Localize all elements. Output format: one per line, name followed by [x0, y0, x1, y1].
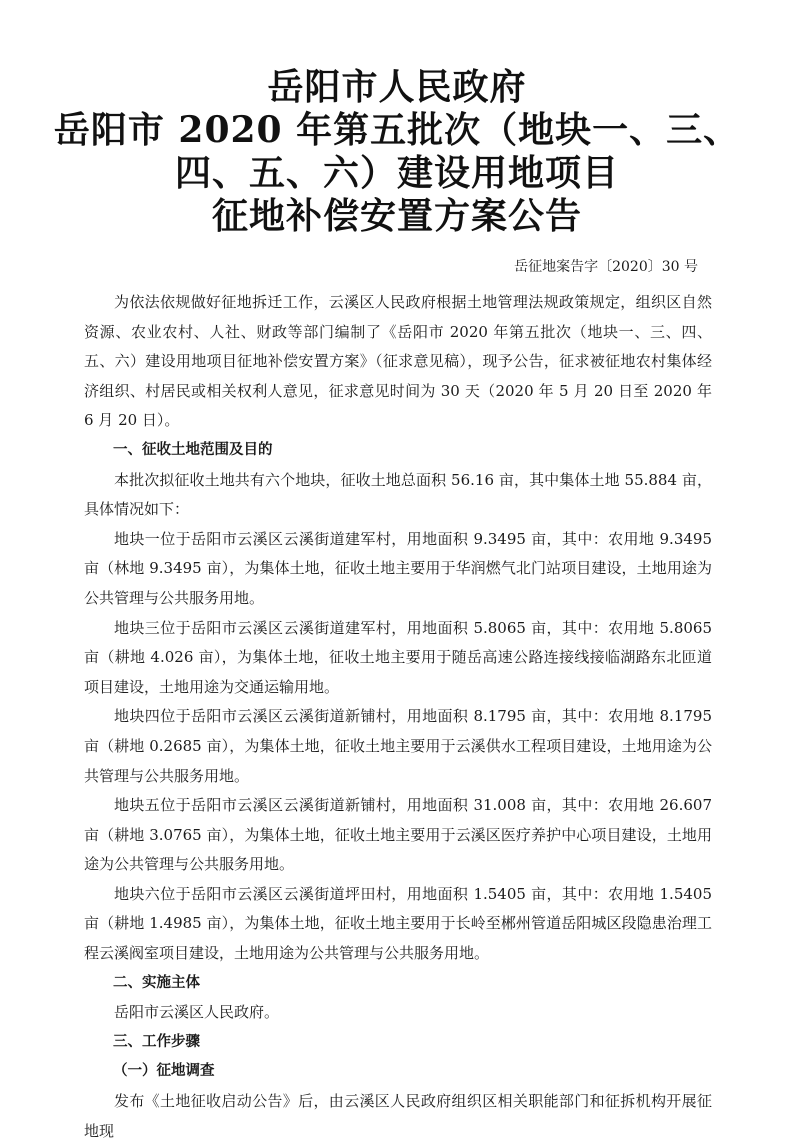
body-paragraph: 地块四位于岳阳市云溪区云溪街道新铺村，用地面积 8.1795 亩，其中：农用地 8.1795 亩（耕地 0.2685 亩），为集体土地，征收土地主要用于云溪供水工程项目建设，土地用途为公共管理与公共服务用地。 [84, 707, 712, 785]
title-line-3: 四、五、六）建设用地项目 [174, 152, 619, 194]
body-paragraph: 为依法依规做好征地拆迁工作，云溪区人民政府根据土地管理法规政策规定，组织区自然资源、农业农村、人社、财政等部门编制了《岳阳市 2020 年第五批次（地块一、三、四、五、六）建设用地项目征地补偿安置方案》（征求意见稿），现予公告，征求被征地农村集体经济组织、村居民或相关权利人意见，征求意见时间为 30 天（2020 年 5 月 20 日至 2020 年 6 月 20 日）。 [84, 293, 712, 430]
body-paragraph: 岳阳市云溪区人民政府。 [114, 1003, 280, 1022]
title-line-issuer: 岳阳市人民政府 [267, 66, 527, 108]
title-line-4: 征地补偿安置方案公告 [211, 195, 582, 237]
section-heading: 三、工作步骤 [113, 1033, 200, 1050]
document-title [40, 66, 754, 238]
body-paragraph: 地块五位于岳阳市云溪区云溪街道新铺村，用地面积 31.008 亩，其中：农用地 26.607 亩（耕地 3.0765 亩），为集体土地，征收土地主要用于云溪区医疗养护中心项目建设，土地用途为公共管理与公共服务用地。 [84, 796, 712, 874]
body-paragraph: 发布《土地征收启动公告》后，由云溪区人民政府组织区相关职能部门和征拆机构开展征地现 [84, 1092, 712, 1140]
body-paragraph: 地块一位于岳阳市云溪区云溪街道建军村，用地面积 9.3495 亩，其中：农用地 9.3495 亩（林地 9.3495 亩），为集体土地，征收土地主要用于华润燃气北门站项目建设，土地用途为公共管理与公共服务用地。 [84, 529, 712, 607]
body-paragraph: 地块六位于岳阳市云溪区云溪街道坪田村，用地面积 1.5405 亩，其中：农用地 1.5405 亩（耕地 1.4985 亩），为集体土地，征收土地主要用于长岭至郴州管道岳阳城区段隐患治理工程云溪阀室项目建设，土地用途为公共管理与公共服务用地。 [84, 884, 712, 963]
body-paragraph: 本批次拟征收土地共有六个地块，征收土地总面积 56.16 亩，其中集体土地 55.884 亩，具体情况如下： [84, 470, 712, 519]
document-number: 岳征地案告字〔2020〕30 号 [514, 259, 698, 275]
title-line-2: 岳阳市 2020 年第五批次（地块一、三、 [53, 109, 741, 151]
document-body [84, 288, 712, 1146]
body-paragraph: 地块三位于岳阳市云溪区云溪街道建军村，用地面积 5.8065 亩，其中：农用地 5.8065 亩（耕地 4.026 亩），为集体土地，征收土地主要用于随岳高速公路连接线接临湖路东北匝道项目建设，土地用途为交通运输用地。 [84, 618, 712, 696]
section-heading: 一、征收土地范围及目的 [113, 441, 273, 458]
section-heading: 二、实施主体 [113, 974, 200, 991]
section-heading: （一）征地调查 [113, 1063, 215, 1080]
